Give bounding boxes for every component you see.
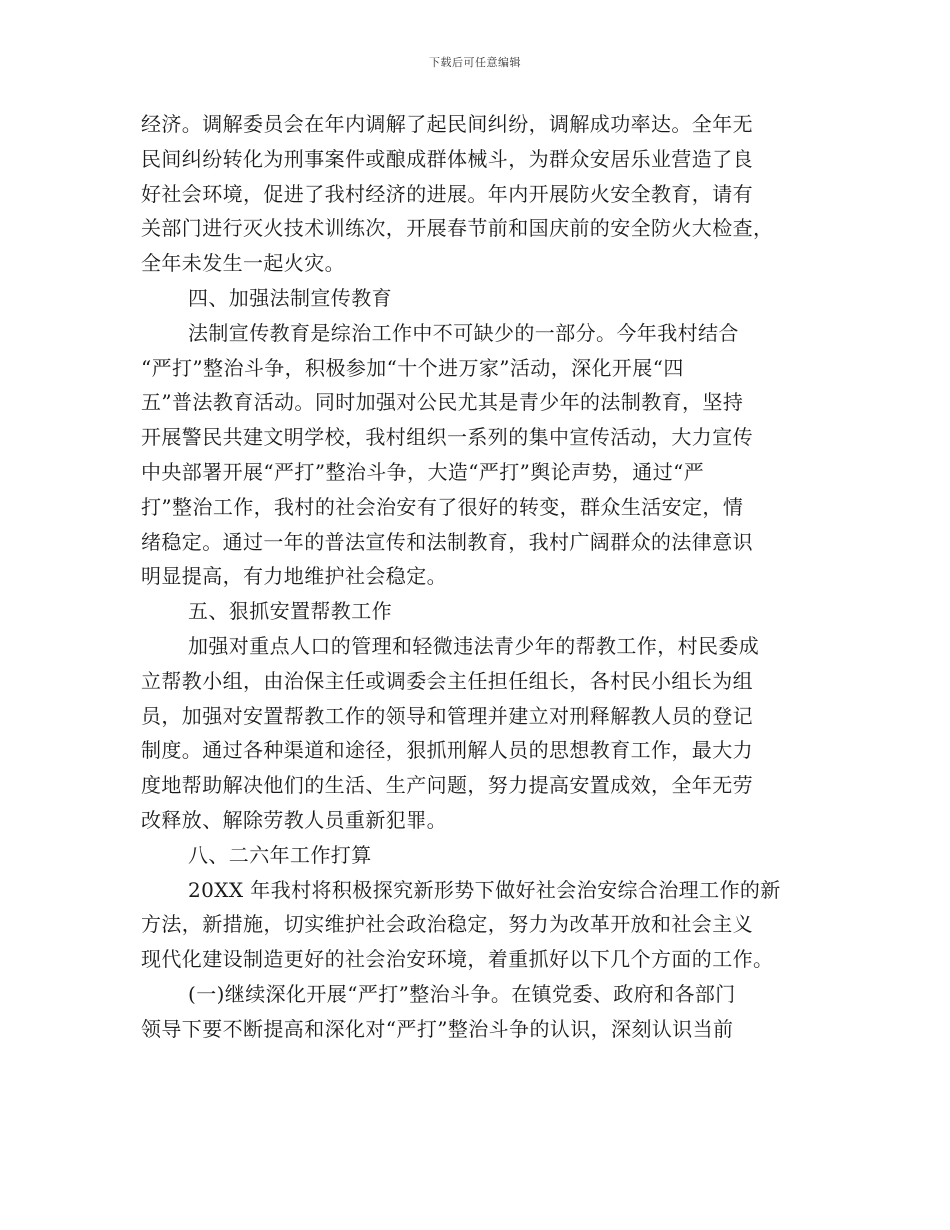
text-line: 关部门进行灭火技术训练次，开展春节前和国庆前的安全防火大检查， bbox=[141, 216, 774, 241]
text-line: 法制宣传教育是综治工作中不可缺少的一部分。今年我村结合 bbox=[188, 320, 739, 345]
text-line: 民间纠纷转化为刑事案件或酿成群体械斗，为群众安居乐业营造了良 bbox=[141, 146, 753, 171]
page-header: 下载后可任意编辑 bbox=[429, 56, 521, 69]
text-line: (一)继续深化开展“严打”整治斗争。在镇党委、政府和各部门 bbox=[188, 981, 736, 1006]
text-line: 员，加强对安置帮教工作的领导和管理并建立对刑释解教人员的登记 bbox=[141, 703, 753, 728]
text-line: 方法，新措施，切实维护社会政治稳定，努力为改革开放和社会主义 bbox=[141, 912, 753, 937]
text-line: 领导下要不断提高和深化对“严打”整治斗争的认识，深刻认识当前 bbox=[141, 1016, 734, 1041]
text-line: 打”整治工作，我村的社会治安有了很好的转变，群众生活安定，情 bbox=[141, 494, 744, 519]
text-line: 制度。通过各种渠道和途径，狠抓刑解人员的思想教育工作，最大力 bbox=[141, 738, 753, 763]
text-line: 20XX 年我村将积极探究新形势下做好社会治安综合治理工作的新 bbox=[188, 877, 781, 902]
text-line: 现代化建设制造更好的社会治安环境，着重抓好以下几个方面的工作。 bbox=[141, 947, 774, 972]
text-line: 明显提高，有力地维护社会稳定。 bbox=[141, 564, 447, 589]
text-line: “严打”整治斗争，积极参加“十个进万家”活动，深化开展“四 bbox=[141, 355, 684, 380]
text-line: 度地帮助解决他们的生活、生产问题，努力提高安置成效，全年无劳 bbox=[141, 773, 753, 798]
text-line: 改释放、解除劳教人员重新犯罪。 bbox=[141, 807, 447, 832]
text-line: 全年未发生一起火灾。 bbox=[141, 251, 345, 276]
text-line: 四、加强法制宣传教育 bbox=[188, 285, 392, 310]
text-line: 八、二六年工作打算 bbox=[188, 842, 372, 867]
text-line: 好社会环境，促进了我村经济的进展。年内开展防火安全教育，请有 bbox=[141, 181, 753, 206]
text-line: 五”普法教育活动。同时加强对公民尤其是青少年的法制教育，坚持 bbox=[141, 390, 744, 415]
text-line: 经济。调解委员会在年内调解了起民间纠纷，调解成功率达。全年无 bbox=[141, 112, 753, 136]
document-body bbox=[141, 107, 811, 1047]
text-line: 加强对重点人口的管理和轻微违法青少年的帮教工作，村民委成 bbox=[188, 633, 760, 658]
text-line: 中央部署开展“严打”整治斗争，大造“严打”舆论声势，通过“严 bbox=[141, 459, 705, 484]
text-line: 开展警民共建文明学校，我村组织一系列的集中宣传活动，大力宣传 bbox=[141, 425, 753, 450]
text-line: 五、狠抓安置帮教工作 bbox=[188, 599, 392, 624]
text-line: 绪稳定。通过一年的普法宣传和法制教育，我村广阔群众的法律意识 bbox=[141, 529, 753, 554]
text-line: 立帮教小组，由治保主任或调委会主任担任组长，各村民小组长为组 bbox=[141, 668, 753, 693]
